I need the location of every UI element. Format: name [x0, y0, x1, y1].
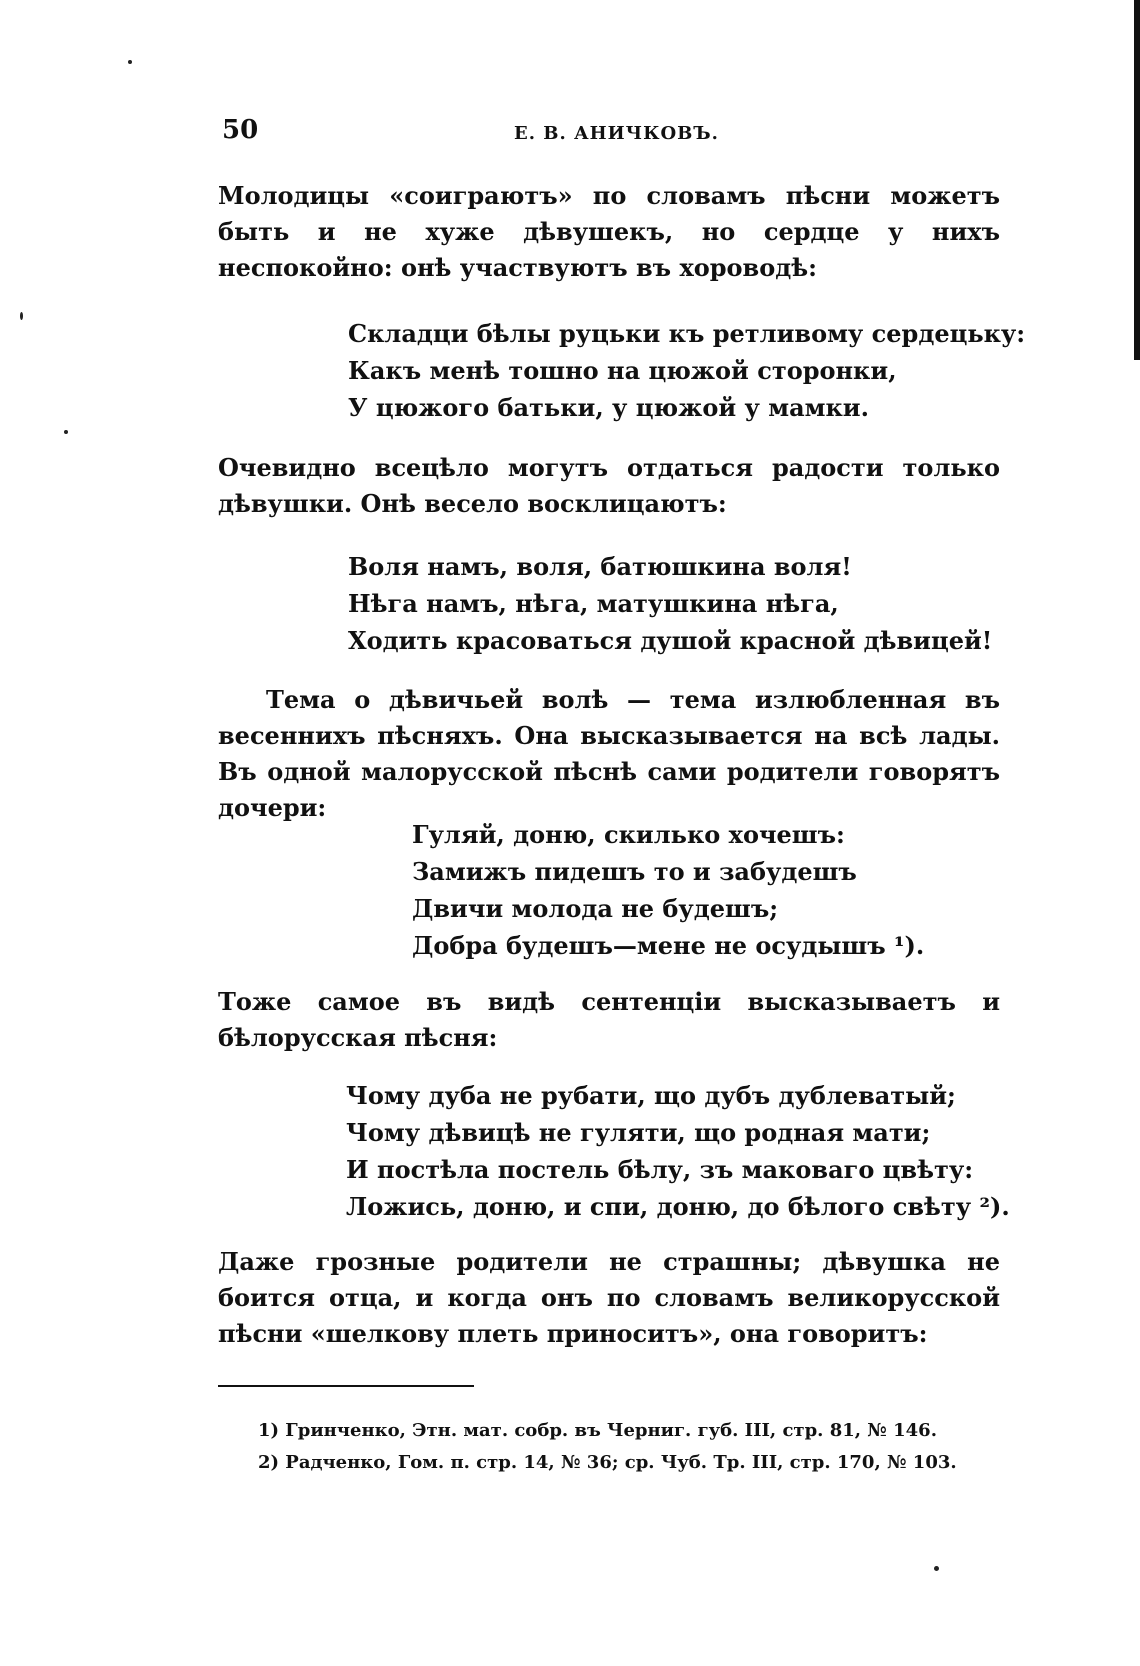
verse-line: Ложись, доню, и спи, доню, до бѣлого свѣту ²).: [346, 1192, 1010, 1221]
footnotes: [258, 1415, 957, 1479]
verse-line: Ходить красоваться душой красной дѣвицей!: [348, 626, 993, 655]
verse-line: Чому дуба не рубати, що дубъ дублеватый;: [346, 1081, 956, 1110]
verse-line: Чому дѣвицѣ не гуляти, що родная мати;: [346, 1118, 931, 1147]
page-header: [222, 115, 992, 155]
verse-block: [412, 816, 924, 964]
verse-line: И постѣла постель бѣлу, зъ маковаго цвѣту:: [346, 1155, 974, 1184]
verse-line: Замижъ пидешъ то и забудешъ: [412, 857, 857, 886]
verse-line: Добра будешъ—мене не осудышъ ¹).: [412, 931, 925, 960]
speck-mark: [934, 1566, 939, 1571]
verse-block: [346, 1077, 1010, 1225]
page-edge-shadow: [1134, 0, 1140, 360]
verse-line: Двичи молода не будешъ;: [412, 894, 779, 923]
paragraph: Даже грозные родители не страшны; дѣвушка не боится отца, и когда онъ по словамъ великорусской пѣсни «шелкову плеть приноситъ», она говоритъ:: [218, 1247, 1000, 1348]
speck-mark: [128, 60, 132, 64]
footnote: 1) Гринченко, Этн. мат. собр. въ Черниг. губ. III, стр. 81, № 146.: [258, 1420, 937, 1441]
paragraph: Тема о дѣвичьей волѣ — тема излюбленная въ весеннихъ пѣсняхъ. Она высказывается на всѣ лады. Въ одной малорусской пѣснѣ сами родители говорятъ дочери:: [218, 685, 1000, 822]
verse-line: Воля намъ, воля, батюшкина воля!: [348, 552, 852, 581]
paragraph: Молодицы «соиграютъ» по словамъ пѣсни можетъ быть и не хуже дѣвушекъ, но сердце у нихъ неспокойно: онѣ участвуютъ въ хороводѣ:: [218, 181, 1000, 282]
paragraph: Очевидно всецѣло могутъ отдаться радости только дѣвушки. Онѣ весело восклицаютъ:: [218, 453, 1000, 518]
speck-mark: [64, 430, 68, 434]
footnote: 2) Радченко, Гом. п. стр. 14, № 36; ср. Чуб. Тр. III, стр. 170, № 103.: [258, 1452, 957, 1473]
footnote-divider: [218, 1385, 474, 1387]
verse-line: Складци бѣлы руцьки къ ретливому сердецьку:: [348, 319, 1026, 348]
page-number: 50: [222, 115, 259, 145]
verse-block: [348, 315, 1025, 426]
verse-line: Нѣга намъ, нѣга, матушкина нѣга,: [348, 589, 839, 618]
verse-line: Какъ менѣ тошно на цюжой сторонки,: [348, 356, 897, 385]
verse-block: [348, 548, 992, 659]
speck-mark: [20, 312, 23, 320]
paragraph: Тоже самое въ видѣ сентенціи высказываетъ и бѣлорусская пѣсня:: [218, 987, 1000, 1052]
running-head: Е. В. АНИЧКОВЪ.: [514, 123, 719, 144]
verse-line: Гуляй, доню, скилько хочешъ:: [412, 820, 845, 849]
verse-line: У цюжого батьки, у цюжой у мамки.: [348, 393, 869, 422]
